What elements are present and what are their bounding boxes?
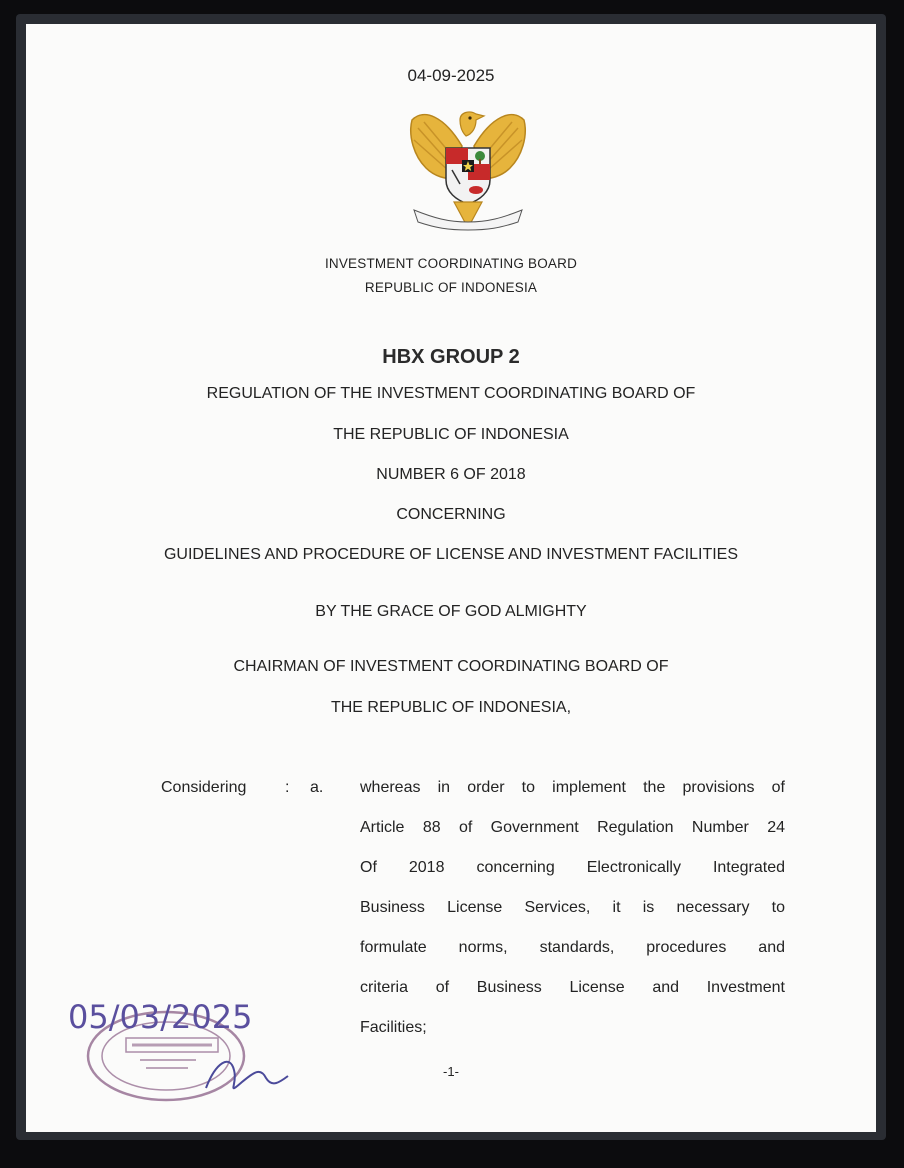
garuda-emblem-icon	[404, 106, 532, 236]
considering-line-7: Facilities;	[360, 1019, 427, 1036]
considering-item-marker: a.	[310, 779, 324, 796]
group-title: HBX GROUP 2	[382, 346, 520, 368]
regulation-line-2: THE REPUBLIC OF INDONESIA	[333, 426, 569, 443]
considering-line-6: criteria of Business License and Investment	[360, 979, 785, 996]
considering-line-2: Article 88 of Government Regulation Number 24	[360, 819, 785, 836]
considering-line-5: formulate norms, standards, procedures and	[360, 939, 785, 956]
considering-label: Considering	[161, 779, 247, 796]
regulation-line-4: CONCERNING	[396, 506, 506, 523]
document-page	[26, 24, 876, 1132]
regulation-line-1: REGULATION OF THE INVESTMENT COORDINATING BOARD OF	[206, 385, 696, 402]
institution-line-1: INVESTMENT COORDINATING BOARD	[324, 256, 578, 271]
regulation-line-3: NUMBER 6 OF 2018	[376, 466, 526, 483]
official-stamp-icon	[66, 992, 326, 1112]
grace-line: BY THE GRACE OF GOD ALMIGHTY	[315, 603, 587, 620]
considering-colon: :	[285, 779, 290, 796]
page-number: -1-	[443, 1064, 459, 1079]
considering-line-1: whereas in order to implement the provisions of	[360, 779, 785, 796]
regulation-line-5: GUIDELINES AND PROCEDURE OF LICENSE AND INVESTMENT FACILITIES	[163, 546, 739, 563]
chairman-line-2: THE REPUBLIC OF INDONESIA,	[330, 699, 572, 716]
stamp-handwritten-date: 05/03/2025	[68, 998, 253, 1036]
chairman-line-1: CHAIRMAN OF INVESTMENT COORDINATING BOARD OF	[233, 658, 669, 675]
institution-line-2: REPUBLIC OF INDONESIA	[364, 280, 538, 295]
considering-line-3: Of 2018 concerning Electronically Integrated	[360, 859, 785, 876]
considering-line-4: Business License Services, it is necessary to	[360, 899, 785, 916]
document-date: 04-09-2025	[407, 66, 495, 85]
